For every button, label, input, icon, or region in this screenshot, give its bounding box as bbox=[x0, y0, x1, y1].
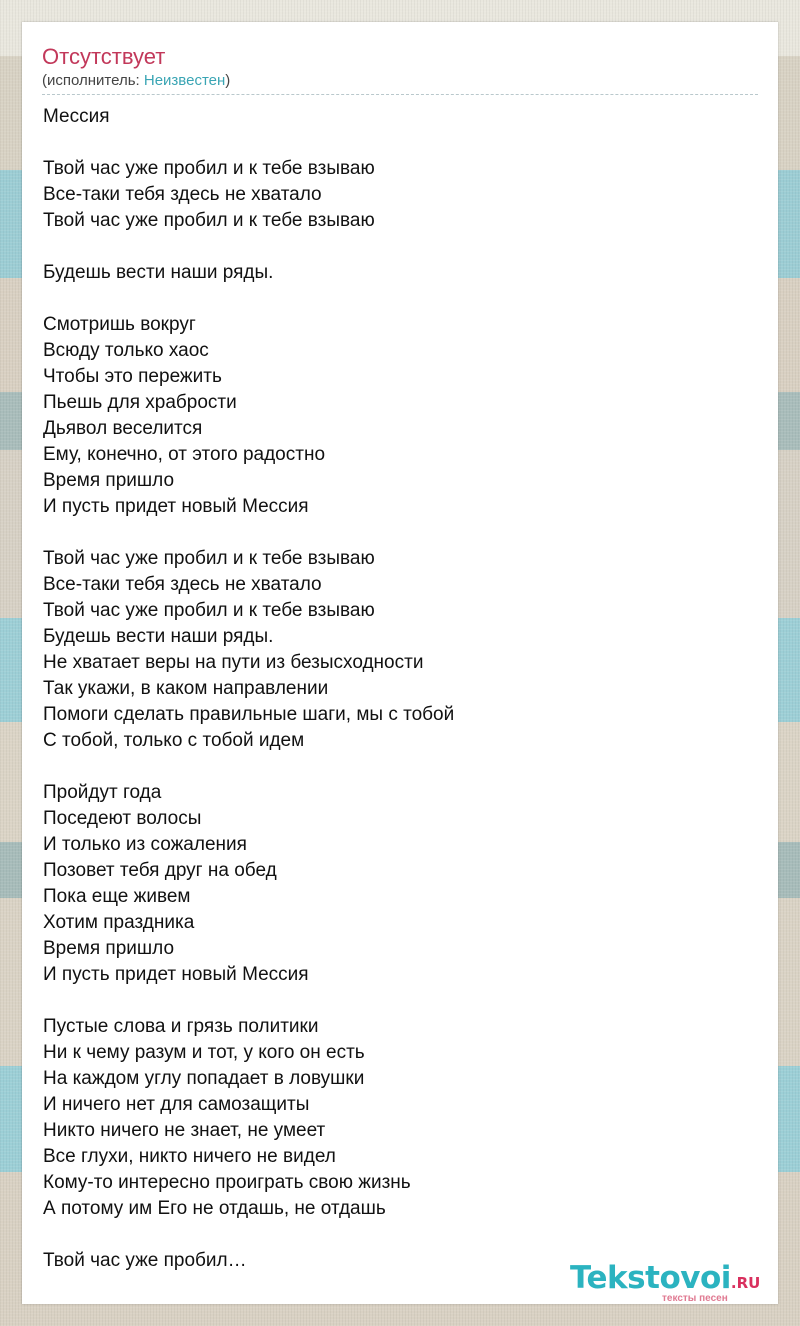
stanza-gap bbox=[43, 988, 759, 1014]
stanza-gap bbox=[43, 1222, 759, 1248]
lyric-line: Смотришь вокруг bbox=[43, 314, 196, 335]
stanza-gap bbox=[43, 234, 759, 260]
lyric-line: Все-таки тебя здесь не хватало bbox=[43, 184, 322, 205]
site-logo[interactable] bbox=[570, 1260, 780, 1304]
lyric-line: Никто ничего не знает, не умеет bbox=[43, 1120, 326, 1141]
lyric-line: Позовет тебя друг на обед bbox=[43, 860, 277, 881]
lyric-line: Твой час уже пробил и к тебе взываю bbox=[43, 210, 375, 231]
song-title: Отсутствует bbox=[42, 44, 166, 69]
lyric-line: Хотим праздника bbox=[43, 912, 195, 933]
lyric-line: Будешь вести наши ряды. bbox=[43, 626, 274, 647]
lyric-line: Дьявол веселится bbox=[43, 418, 203, 439]
lyric-line: На каждом углу попадает в ловушки bbox=[43, 1068, 365, 1089]
lyric-line: Будешь вести наши ряды. bbox=[43, 262, 274, 283]
lyric-line: Мессия bbox=[43, 106, 110, 127]
performer-line bbox=[42, 71, 758, 91]
performer-prefix: (исполнитель: bbox=[42, 72, 144, 89]
stanza-gap bbox=[43, 286, 759, 312]
lyric-line: И только из сожаления bbox=[43, 834, 247, 855]
lyric-line: Твой час уже пробил и к тебе взываю bbox=[43, 600, 375, 621]
stanza-gap bbox=[43, 520, 759, 546]
performer-suffix: ) bbox=[225, 72, 231, 89]
lyric-line: Время пришло bbox=[43, 470, 175, 491]
lyric-line: Твой час уже пробил и к тебе взываю bbox=[43, 548, 375, 569]
lyric-line: Пройдут года bbox=[43, 782, 162, 803]
lyric-line: А потому им Его не отдашь, не отдашь bbox=[43, 1198, 386, 1219]
lyric-line: С тобой, только с тобой идем bbox=[43, 730, 305, 751]
lyric-line: Не хватает веры на пути из безысходности bbox=[43, 652, 424, 673]
lyric-line: Пустые слова и грязь политики bbox=[43, 1016, 319, 1037]
lyric-line: И пусть придет новый Мессия bbox=[43, 964, 309, 985]
lyrics-card bbox=[22, 22, 778, 1304]
logo-word: Tekstovoi bbox=[570, 1260, 731, 1296]
logo-tld: .RU bbox=[730, 1274, 761, 1292]
lyric-line: Все-таки тебя здесь не хватало bbox=[43, 574, 322, 595]
lyric-line: Ни к чему разум и тот, у кого он есть bbox=[43, 1042, 365, 1063]
lyric-line: Твой час уже пробил и к тебе взываю bbox=[43, 158, 375, 179]
lyric-line: И пусть придет новый Мессия bbox=[43, 496, 309, 517]
lyric-line: Пока еще живем bbox=[43, 886, 191, 907]
lyric-line: Ему, конечно, от этого радостно bbox=[43, 444, 326, 465]
performer-link[interactable]: Неизвестен bbox=[143, 72, 226, 89]
stanza-gap bbox=[43, 754, 759, 780]
lyric-line: Время пришло bbox=[43, 938, 175, 959]
lyric-line: Твой час уже пробил… bbox=[43, 1250, 247, 1271]
lyric-line: Все глухи, никто ничего не видел bbox=[43, 1146, 336, 1167]
lyrics-text bbox=[43, 104, 759, 1274]
header-divider bbox=[42, 94, 758, 95]
lyric-line: Поседеют волосы bbox=[43, 808, 202, 829]
stanza-gap bbox=[43, 130, 759, 156]
lyric-line: Кому-то интересно проиграть свою жизнь bbox=[43, 1172, 411, 1193]
lyric-line: Чтобы это пережить bbox=[43, 366, 222, 387]
lyric-line: Пьешь для храбрости bbox=[43, 392, 237, 413]
logo-tagline: тексты песен bbox=[662, 1293, 728, 1304]
song-header bbox=[42, 44, 758, 91]
lyric-line: Так укажи, в каком направлении bbox=[43, 678, 329, 699]
lyric-line: Помоги сделать правильные шаги, мы с тобой bbox=[43, 704, 455, 725]
lyric-line: И ничего нет для самозащиты bbox=[43, 1094, 310, 1115]
lyric-line: Всюду только хаос bbox=[43, 340, 209, 361]
